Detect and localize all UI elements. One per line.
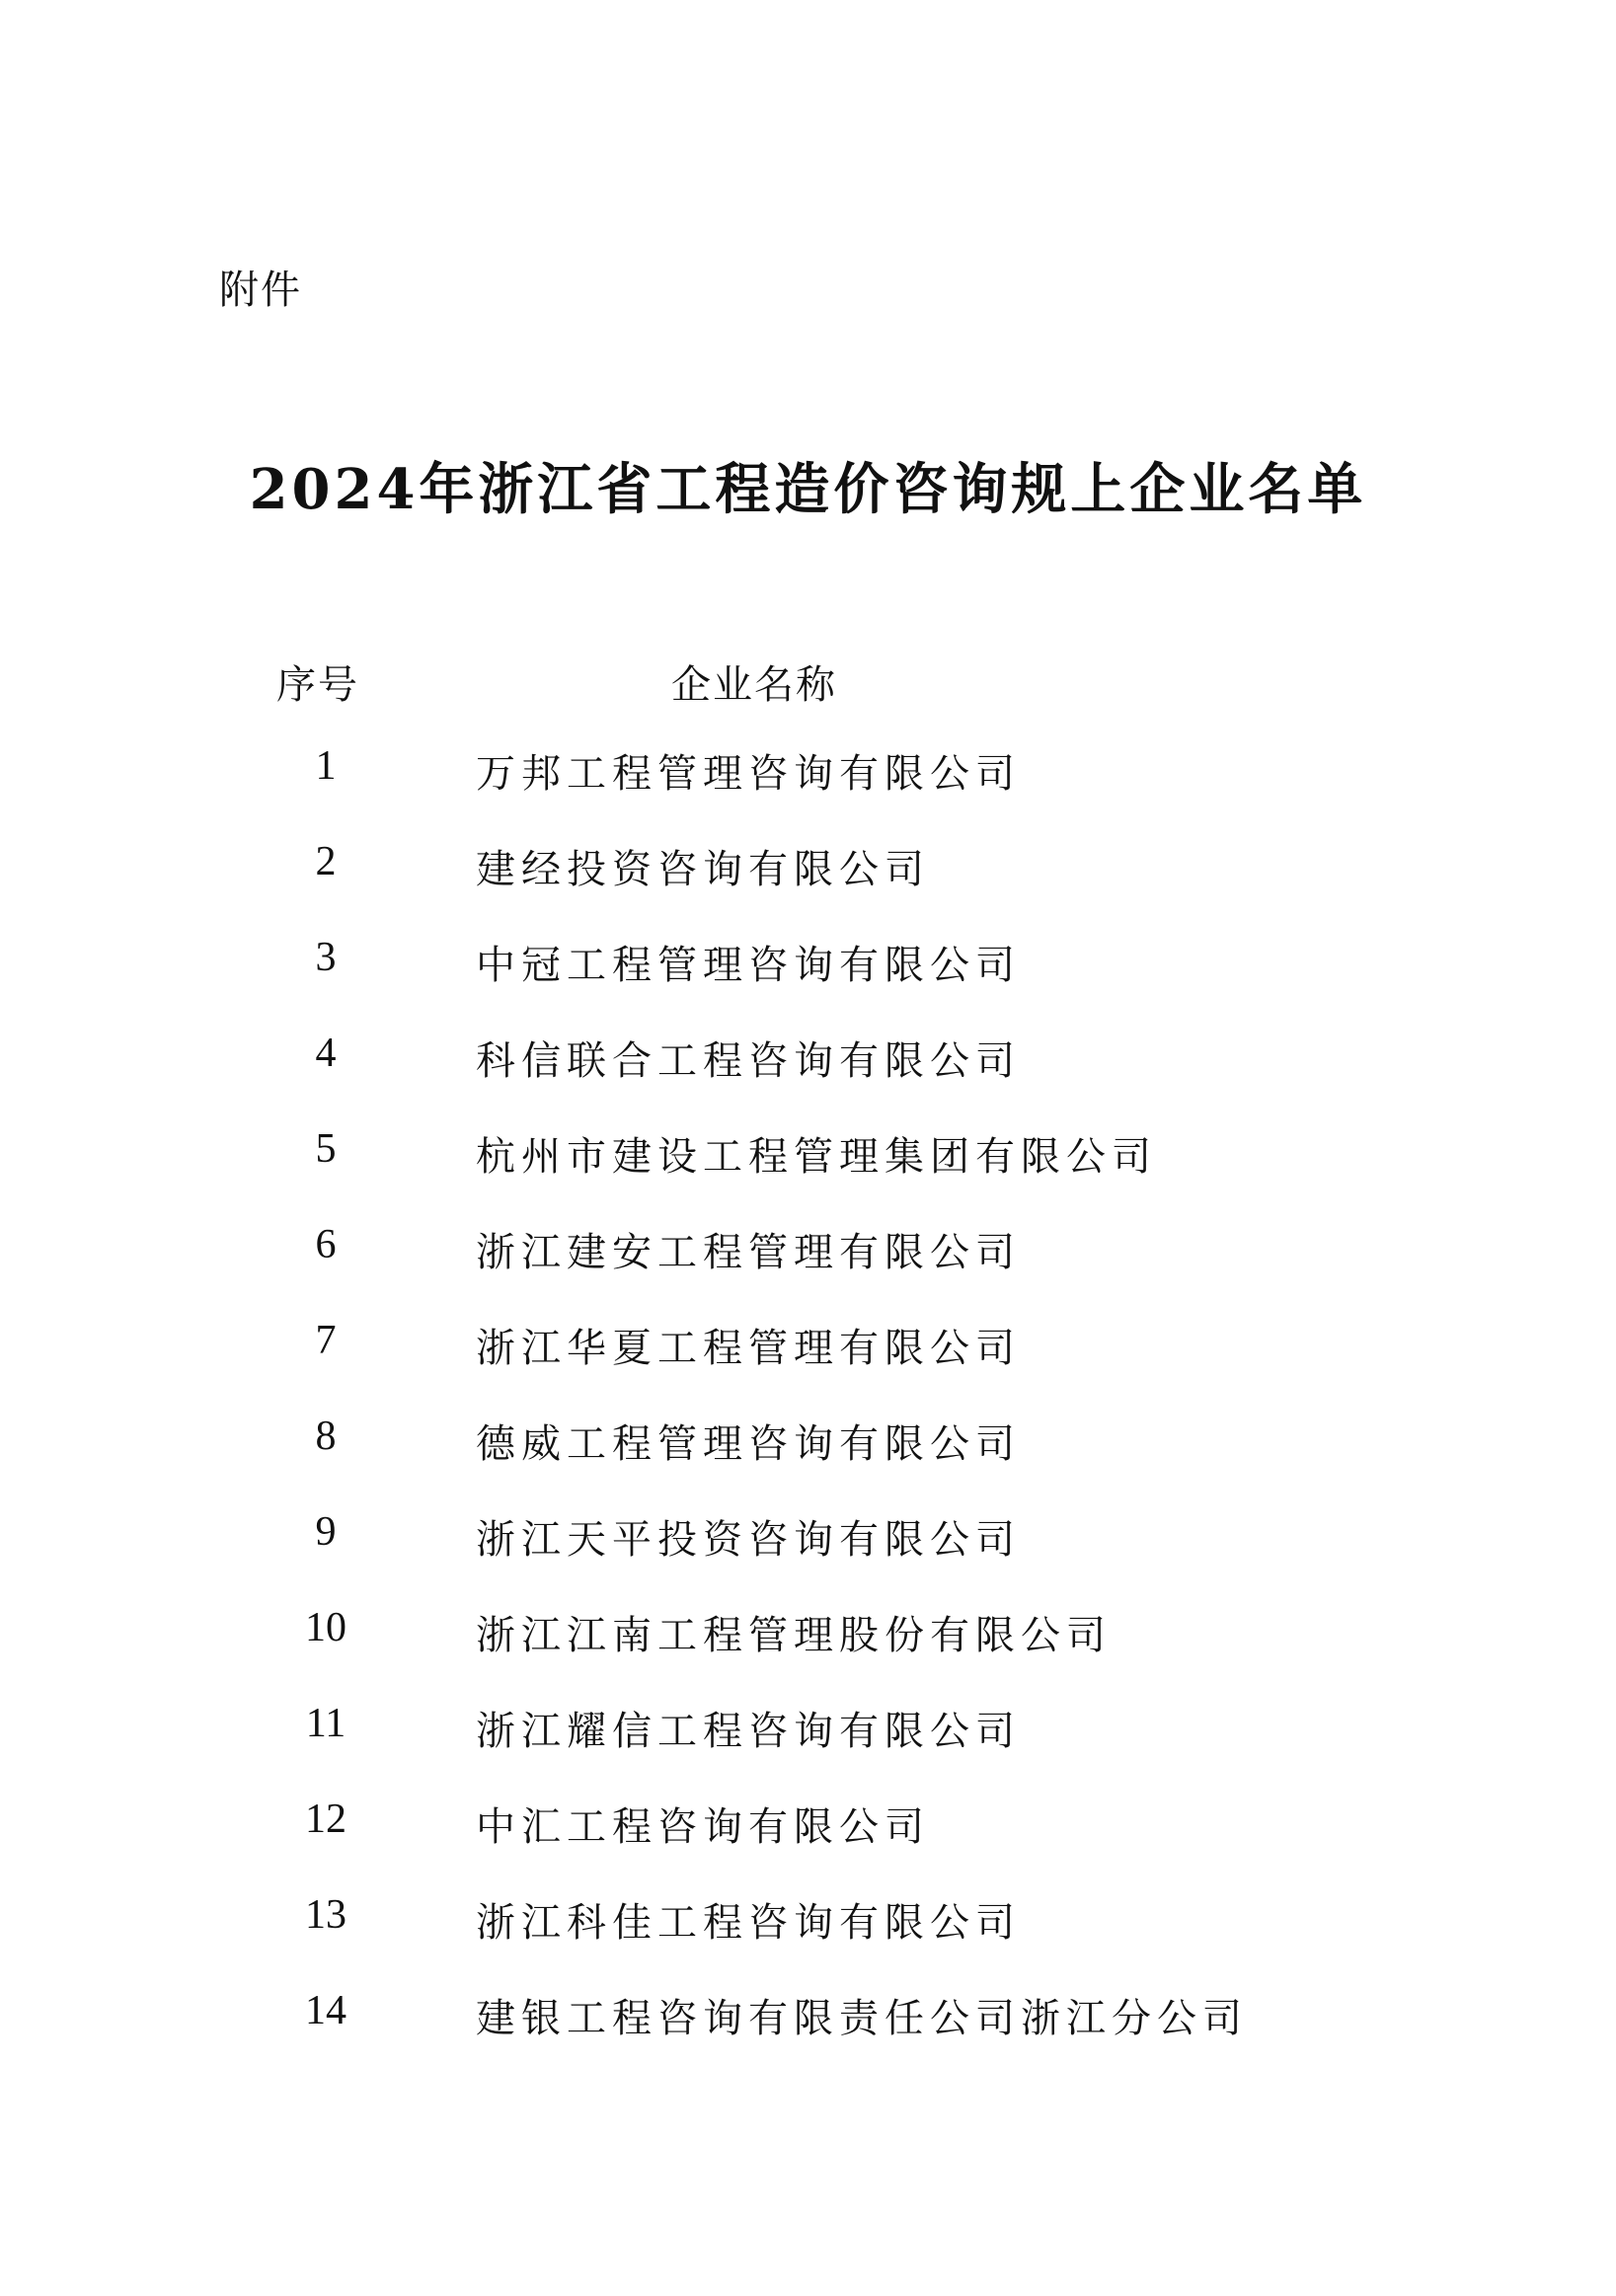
row-company-name: 浙江天平投资咨询有限公司 [476, 1517, 1021, 1563]
row-company-name: 建银工程咨询有限责任公司浙江分公司 [476, 1996, 1248, 2041]
table-row [0, 838, 1616, 934]
table-row [0, 742, 1616, 838]
table-row [0, 1030, 1616, 1125]
row-seq: 6 [315, 1222, 337, 1267]
table-row [0, 1125, 1616, 1221]
header-seq: 序号 [276, 662, 359, 708]
row-seq: 10 [305, 1605, 346, 1650]
row-company-name: 德威工程管理咨询有限公司 [476, 1421, 1021, 1467]
row-seq: 4 [315, 1031, 337, 1076]
table-row [0, 1891, 1616, 1987]
document-title: 2024年浙江省工程造价咨询规上企业名单 [249, 457, 1367, 522]
table-row [0, 1413, 1616, 1508]
row-company-name: 浙江建安工程管理有限公司 [476, 1230, 1021, 1275]
row-company-name: 浙江江南工程管理股份有限公司 [476, 1613, 1112, 1658]
row-seq: 12 [305, 1797, 346, 1842]
row-company-name: 杭州市建设工程管理集团有限公司 [476, 1134, 1157, 1180]
row-seq: 8 [315, 1414, 337, 1459]
row-seq: 9 [315, 1509, 337, 1555]
table-row [0, 1796, 1616, 1891]
row-seq: 1 [315, 743, 337, 789]
table-row [0, 1508, 1616, 1604]
table-row [0, 1987, 1616, 2083]
row-company-name: 建经投资咨询有限公司 [476, 847, 930, 892]
table-row [0, 1221, 1616, 1317]
row-seq: 13 [305, 1892, 346, 1938]
row-company-name: 浙江华夏工程管理有限公司 [476, 1326, 1021, 1371]
row-company-name: 浙江科佳工程咨询有限公司 [476, 1900, 1021, 1946]
table-header [0, 653, 1616, 713]
company-list [0, 742, 1616, 2083]
row-company-name: 中汇工程咨询有限公司 [476, 1804, 930, 1850]
row-seq: 14 [305, 1988, 346, 2033]
table-row [0, 1317, 1616, 1413]
row-seq: 2 [315, 839, 337, 884]
row-company-name: 科信联合工程咨询有限公司 [476, 1038, 1021, 1084]
row-seq: 3 [315, 935, 337, 980]
row-company-name: 万邦工程管理咨询有限公司 [476, 751, 1021, 797]
row-company-name: 中冠工程管理咨询有限公司 [476, 943, 1021, 988]
table-row [0, 1604, 1616, 1700]
header-company-name: 企业名称 [671, 662, 837, 708]
row-seq: 5 [315, 1126, 337, 1172]
row-company-name: 浙江耀信工程咨询有限公司 [476, 1709, 1021, 1754]
table-row [0, 1700, 1616, 1796]
table-row [0, 934, 1616, 1030]
row-seq: 11 [305, 1701, 346, 1746]
attachment-label: 附件 [219, 268, 302, 313]
row-seq: 7 [315, 1318, 337, 1363]
